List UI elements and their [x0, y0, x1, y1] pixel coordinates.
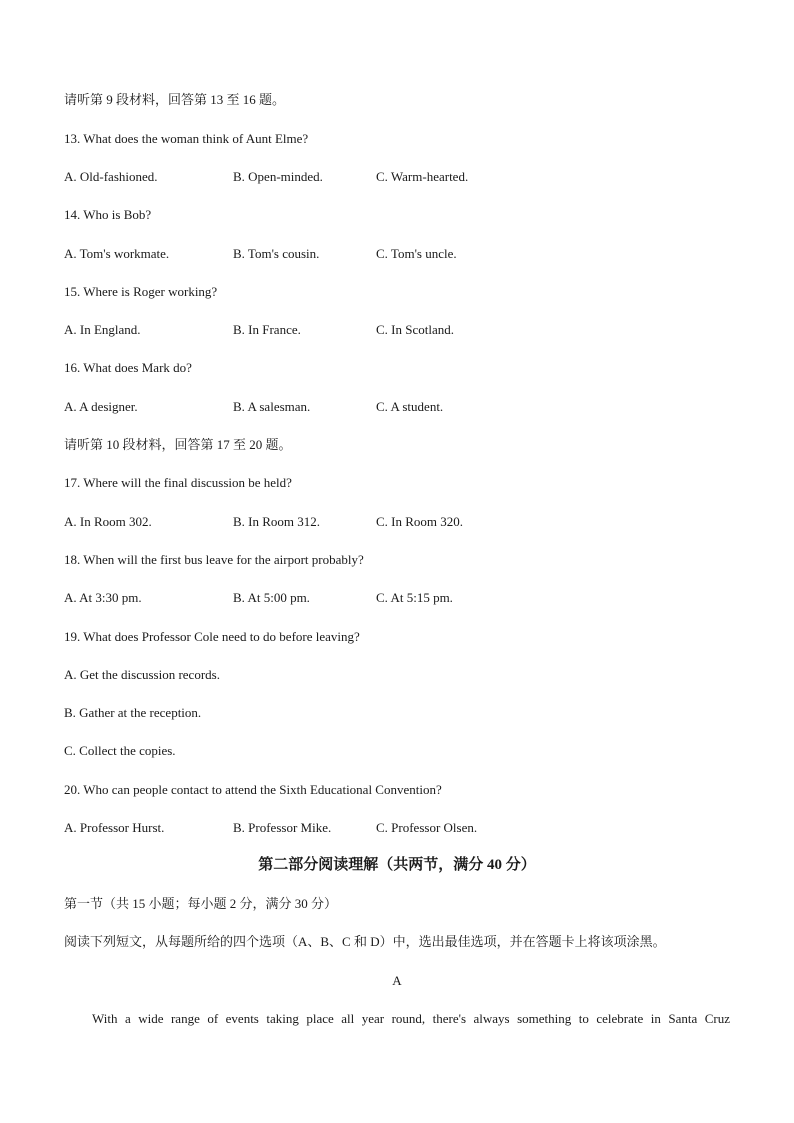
option-20-c: C. Professor Olsen. — [376, 820, 478, 835]
question-20: 20. Who can people contact to attend the Sixth Educational Convention? — [64, 782, 442, 797]
option-16-a: A. A designer. — [64, 399, 138, 414]
option-14-a: A. Tom's workmate. — [64, 246, 170, 261]
question-15: 15. Where is Roger working? — [64, 284, 218, 299]
part2-instruction: 阅读下列短文，从每题所给的四个选项（A、B、C 和 D）中，选出最佳选项，并在答题卡上将该项涂黑。 — [64, 934, 666, 949]
question-13: 13. What does the woman think of Aunt Elme? — [64, 131, 309, 146]
question-17: 17. Where will the final discussion be held? — [64, 475, 292, 490]
option-15-a: A. In England. — [64, 322, 141, 337]
option-17-c: C. In Room 320. — [376, 514, 464, 529]
passage-first-line: With a wide range of events taking place all year round, there's always something to celebrate in Santa Cruz — [92, 1011, 730, 1026]
option-18-a: A. At 3:30 pm. — [64, 590, 142, 605]
option-13-a: A. Old-fashioned. — [64, 169, 158, 184]
section10-instruction: 请听第 10 段材料，回答第 17 至 20 题。 — [64, 437, 292, 452]
option-19-c: C. Collect the copies. — [64, 743, 176, 758]
option-16-c: C. A student. — [376, 399, 444, 414]
option-17-a: A. In Room 302. — [64, 514, 152, 529]
option-18-b: B. At 5:00 pm. — [233, 590, 310, 605]
passage-label: A — [392, 973, 402, 988]
option-13-c: C. Warm-hearted. — [376, 169, 469, 184]
option-18-c: C. At 5:15 pm. — [376, 590, 453, 605]
part2-heading: 第二部分阅读理解（共两节，满分 40 分） — [258, 857, 536, 873]
option-14-b: B. Tom's cousin. — [233, 246, 320, 261]
option-14-c: C. Tom's uncle. — [376, 246, 457, 261]
option-13-b: B. Open-minded. — [233, 169, 323, 184]
question-19: 19. What does Professor Cole need to do before leaving? — [64, 629, 360, 644]
option-16-b: B. A salesman. — [233, 399, 311, 414]
option-19-a: A. Get the discussion records. — [64, 667, 220, 682]
section9-instruction: 请听第 9 段材料，回答第 13 至 16 题。 — [64, 92, 286, 107]
question-18: 18. When will the first bus leave for the airport probably? — [64, 552, 364, 567]
question-16: 16. What does Mark do? — [64, 360, 192, 375]
option-17-b: B. In Room 312. — [233, 514, 321, 529]
option-20-b: B. Professor Mike. — [233, 820, 332, 835]
question-14: 14. Who is Bob? — [64, 207, 152, 222]
part2-subsection: 第一节（共 15 小题；每小题 2 分，满分 30 分） — [64, 896, 338, 911]
option-19-b: B. Gather at the reception. — [64, 705, 202, 720]
option-20-a: A. Professor Hurst. — [64, 820, 165, 835]
option-15-b: B. In France. — [233, 322, 301, 337]
option-15-c: C. In Scotland. — [376, 322, 454, 337]
